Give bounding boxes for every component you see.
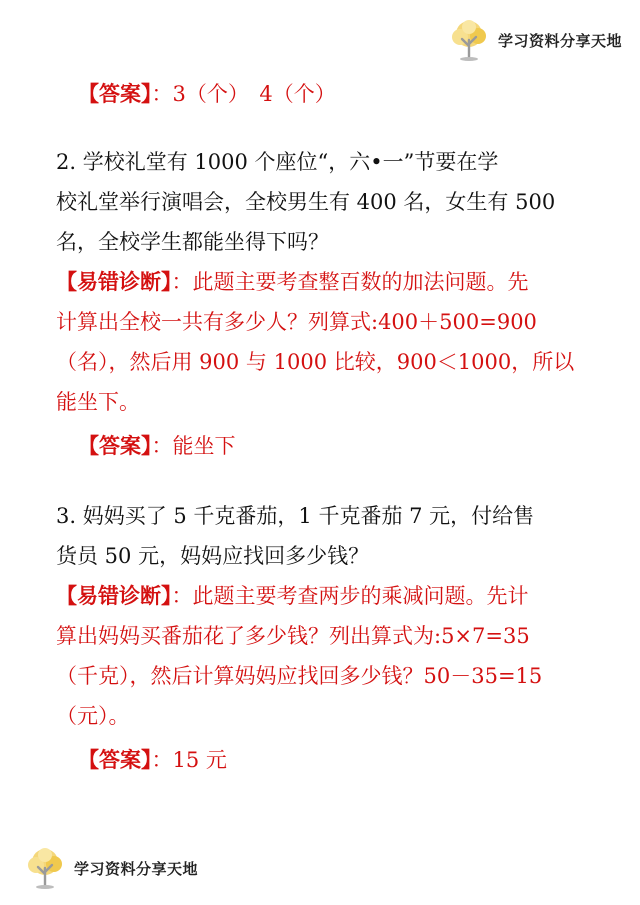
diagnosis-label: 【易错诊断】 bbox=[56, 269, 172, 294]
q2-answer bbox=[56, 426, 590, 466]
diagnosis-line bbox=[56, 576, 590, 616]
q1-answer bbox=[56, 74, 590, 114]
footer-logo bbox=[22, 846, 198, 890]
answer-value: ：15 元 bbox=[151, 748, 227, 772]
diagnosis-line: （千克），然后计算妈妈应找回多少钱？50－35=15 bbox=[56, 664, 543, 688]
tree-logo-icon bbox=[22, 846, 68, 890]
diagnosis-label: 【易错诊断】 bbox=[56, 583, 172, 608]
answer-value: ：能坐下 bbox=[151, 434, 236, 458]
answer-label: 【答案】 bbox=[78, 433, 152, 458]
question-line: 货员 50 元，妈妈应找回多少钱？ bbox=[56, 544, 370, 568]
logo-text: 学习资料分享天地 bbox=[74, 859, 199, 878]
diagnosis-line: 计算出全校一共有多少人？列算式:400＋500=900 bbox=[56, 310, 537, 334]
tree-logo-icon bbox=[446, 18, 492, 62]
diagnosis-line: 能坐下。 bbox=[56, 390, 140, 414]
header-logo bbox=[446, 18, 622, 62]
diagnosis-text: ：此题主要考查两步的乘减问题。先计 bbox=[171, 584, 529, 608]
answer-label: 【答案】 bbox=[78, 747, 152, 772]
diagnosis-line: （名），然后用 900 与 1000 比较，900＜1000，所以 bbox=[56, 350, 575, 374]
answer-label: 【答案】 bbox=[78, 81, 152, 106]
q3-answer bbox=[56, 740, 590, 780]
question-line: 名，全校学生都能坐得下吗？ bbox=[56, 230, 329, 254]
diagnosis-line: 算出妈妈买番茄花了多少钱？列出算式为:5×7=35 bbox=[56, 624, 530, 648]
document-body bbox=[56, 74, 590, 780]
question-2 bbox=[56, 142, 590, 466]
question-line: 校礼堂举行演唱会，全校男生有 400 名，女生有 500 bbox=[56, 190, 556, 214]
question-line: 3. 妈妈买了 5 千克番茄，1 千克番茄 7 元，付给售 bbox=[56, 504, 535, 528]
question-line: 2. 学校礼堂有 1000 个座位“，六•一”节要在学 bbox=[56, 150, 499, 174]
diagnosis-line bbox=[56, 262, 590, 302]
diagnosis-text: ：此题主要考查整百数的加法问题。先 bbox=[171, 270, 529, 294]
answer-value: ：3（个） 4（个） bbox=[151, 82, 336, 106]
diagnosis-line: （元）。 bbox=[56, 704, 130, 728]
logo-text: 学习资料分享天地 bbox=[497, 31, 622, 50]
question-3 bbox=[56, 496, 590, 780]
